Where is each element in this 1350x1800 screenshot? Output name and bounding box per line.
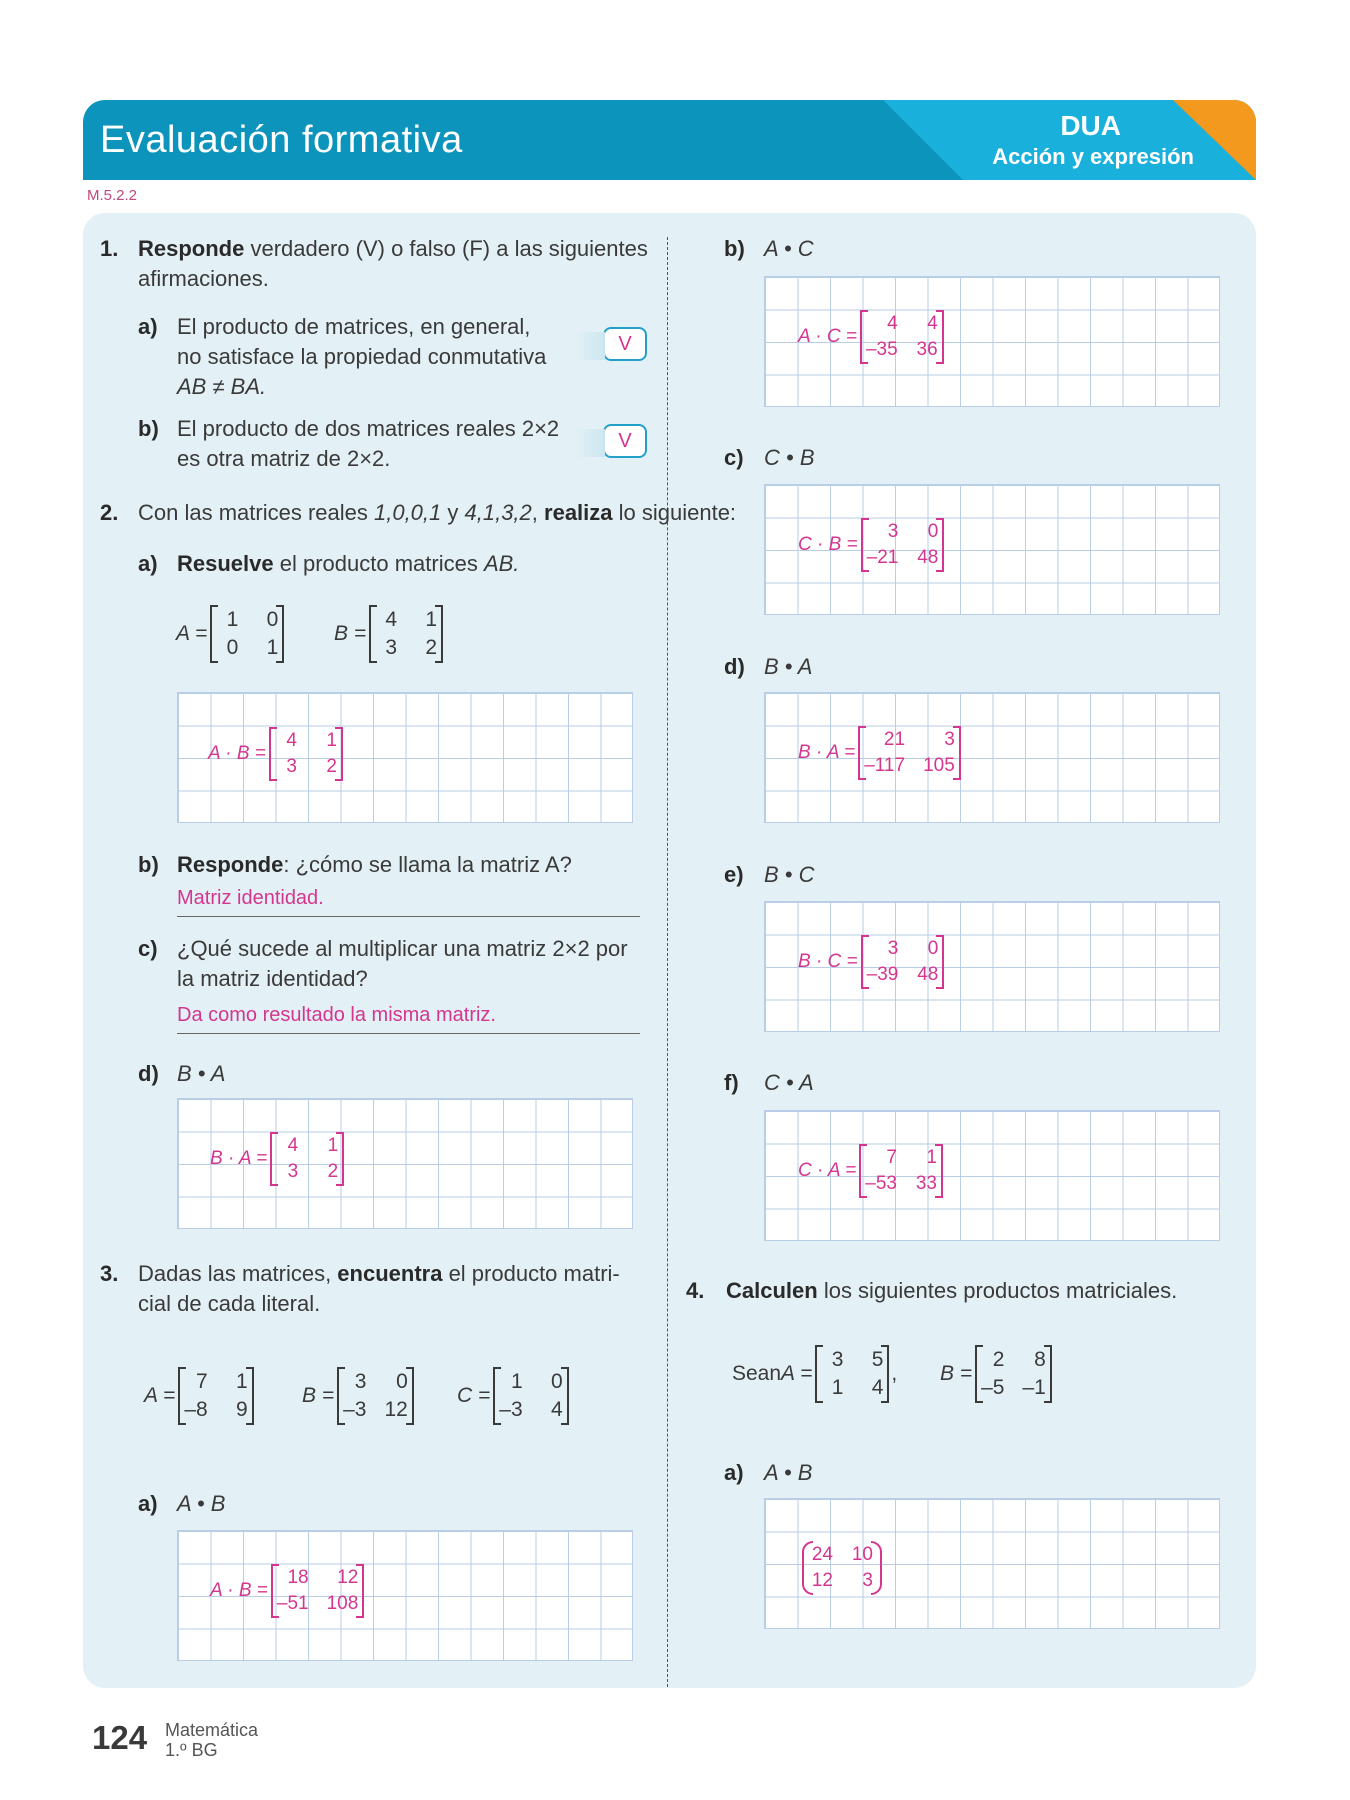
q1-text (138, 234, 648, 264)
q4-number: 4. (686, 1278, 705, 1303)
dua-title: DUA (1060, 110, 1121, 141)
q3c-answer-matrix: C · B = 3 0 –21 48 (798, 521, 944, 569)
q1b-label: b) (138, 416, 159, 441)
q1a-answer-box[interactable]: V (603, 327, 647, 361)
dua-subtitle: Acción y expresión (992, 144, 1194, 169)
footer-subject-name: Matemática (165, 1720, 259, 1740)
q3b-text: A • C (764, 236, 814, 261)
q2-matrix-b: B = 4 1 3 2 (334, 608, 443, 660)
q2-number: 2. (100, 500, 119, 525)
q1a-line3: AB ≠ BA. (177, 374, 267, 399)
q4-matrix-a: Sean A = 3 5 1 4 , (732, 1348, 898, 1399)
q3-number: 3. (100, 1261, 119, 1286)
q4-matrix-b: B = 2 8 –5 –1 (940, 1348, 1052, 1400)
footer-subject (165, 1720, 258, 1760)
q3a-text: A • B (177, 1491, 226, 1516)
q1a-label: a) (138, 314, 158, 339)
q3-matrix-c: C = 1 0 –3 4 (457, 1370, 569, 1422)
q3b-answer-matrix: A · C = 4 4 –35 36 (798, 313, 944, 361)
q3f-label: f) (724, 1070, 739, 1095)
q2d-text: B • A (177, 1061, 226, 1086)
q3e-answer-matrix: B · C = 3 0 –39 48 (798, 938, 944, 986)
q3e-label: e) (724, 862, 744, 887)
q4a-label: a) (724, 1460, 744, 1485)
q3e-text: B • C (764, 862, 815, 887)
q2-matrix-a: A = 1 0 0 1 (176, 608, 284, 660)
q2c-label: c) (138, 936, 158, 961)
q2b-label: b) (138, 852, 159, 877)
column-divider (667, 237, 668, 1687)
page-title: Evaluación formativa (100, 119, 463, 161)
header-banner (83, 100, 1256, 180)
q3f-text: C • A (764, 1070, 814, 1095)
q4a-answer-matrix: 24 10 12 3 (802, 1544, 882, 1592)
q3b-label: b) (724, 236, 745, 261)
q3-matrix-a: A = 7 1 –8 9 (144, 1370, 254, 1422)
q1-text2: afirmaciones. (138, 266, 269, 291)
q1b-line2: es otra matriz de 2×2. (177, 446, 391, 471)
q3d-label: d) (724, 654, 745, 679)
q2b-answer[interactable]: Matriz identidad. (177, 887, 640, 917)
q3d-text: B • A (764, 654, 813, 679)
q2-text: Con las matrices reales 1,0,0,1 y 4,1,3,2, realiza lo siguiente: (138, 500, 737, 525)
q1-text1: verdadero (V) o falso (F) a las siguientes (244, 236, 648, 261)
q2d-answer-matrix: B · A = 4 1 3 2 (210, 1135, 344, 1183)
q3a-label: a) (138, 1491, 158, 1516)
q1b-line1: El producto de dos matrices reales 2×2 (177, 416, 560, 441)
q3f-answer-matrix: C · A = 7 1 –53 33 (798, 1147, 943, 1195)
q2c-answer[interactable]: Da como resultado la misma matriz. (177, 1004, 640, 1034)
q1-number: 1. (100, 236, 119, 261)
q3-matrix-b: B = 3 0 –3 12 (302, 1370, 414, 1422)
page-number: 124 (92, 1719, 148, 1756)
q3c-label: c) (724, 445, 744, 470)
q1a-line1: El producto de matrices, en general, (177, 314, 531, 339)
q2d-label: d) (138, 1061, 159, 1086)
q4-text: Calculen los siguientes productos matriciales. (726, 1278, 1178, 1303)
q1-bold: Responde (138, 236, 245, 261)
q3a-answer-matrix: A · B = 18 12 –51 108 (210, 1567, 364, 1615)
q3-text: Dadas las matrices, encuentra el producto matri- (138, 1261, 620, 1286)
q3-text2: cial de cada literal. (138, 1291, 321, 1316)
q1b-answer-box[interactable]: V (603, 424, 647, 458)
q2b-text: Responde: ¿cómo se llama la matriz A? (177, 852, 572, 877)
skill-code: M.5.2.2 (87, 187, 138, 204)
footer-grade: 1.º BG (165, 1740, 218, 1760)
q2a-label: a) (138, 551, 158, 576)
q3d-answer-matrix: B · A = 21 3 –117 105 (798, 729, 961, 777)
q2a-answer-matrix: A · B = 4 1 3 2 (208, 730, 343, 778)
q1a-line2: no satisface la propiedad conmutativa (177, 344, 547, 369)
q3c-text: C • B (764, 445, 815, 470)
q2a-text: Resuelve el producto matrices AB. (177, 551, 520, 576)
q4a-text: A • B (764, 1460, 813, 1485)
q2c-line1: ¿Qué sucede al multiplicar una matriz 2×2 por (177, 936, 628, 961)
q2c-line2: la matriz identidad? (177, 966, 368, 991)
